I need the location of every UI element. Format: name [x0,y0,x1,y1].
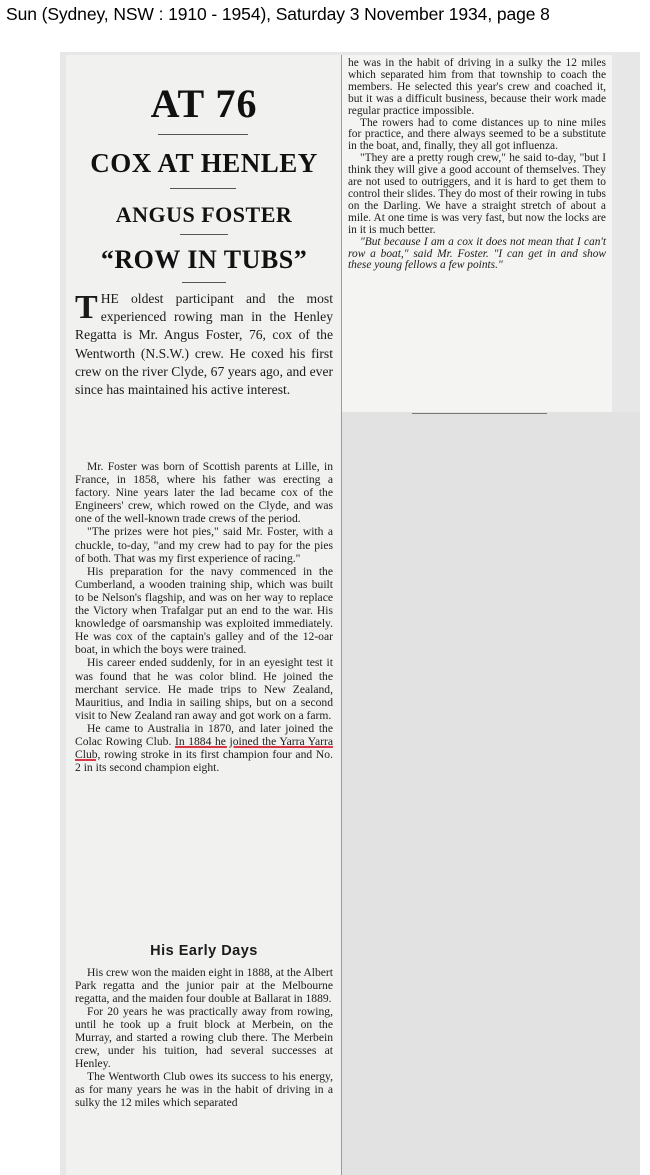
paragraph: he was in the habit of driving in a sulky the 12 miles which separated him from that township to coach the members. He selected this year's crew and coached it, but it was a difficult business, because their work made regular practice impossible. [348,57,606,117]
headline-name: ANGUS FOSTER [115,202,293,227]
paragraph [75,722,333,774]
paragraph: The rowers had to come distances up to nine miles for practice, and there always seemed to be a substitute in the boat, and, finally, they all got influenza. [348,116,606,153]
paragraph: His preparation for the navy commenced in the Cumberland, a wooden training ship, which was built to be Nelson's flagship, and was on her way to replace the Victory when Trafalgar put an end to the war. His knowledge of oarsmanship was exploited immediately. He was cox of the captain's galley and of the 12-oar boat, in which the boys were trained. [75,564,333,657]
paragraph: For 20 years he was practically away from rowing, until he took up a fruit block at Merbein, on the Murray, and started a rowing club there. The Merbein crew, under his tuition, had several successes at Henley. [75,1005,333,1070]
article-body-part-1 [75,460,333,774]
article-body-part-2 [75,966,333,1109]
paragraph: "The prizes were hot pies," said Mr. Foster, with a chuckle, to-day, "and my crew had to pay for the pies of both. That was my first experience of racing." [75,525,333,565]
section-subheading: His Early Days [150,943,258,959]
paragraph: "But because I am a cox it does not mean that I can't row a boat," said Mr. Foster. "I can get in and show these young fellows a few points." [348,235,606,272]
lead-paragraph [75,290,333,399]
clipping-shadow-area [340,412,640,1175]
paragraph: His crew won the maiden eight in 1888, at the Albert Park regatta and the junior pair at the Melbourne regatta, and the maiden four double at Ballarat in 1889. [75,966,333,1005]
paragraph-text: He came to Australia in 1870, and later joined the Colac Rowing Club. [75,721,333,748]
paragraph-text: rowing stroke in its first champion four and No. 2 in its second champion eight. [75,748,333,775]
paragraph: "They are a pretty rough crew," he said to-day, "but I think they will give a good account of themselves. They are not used to outriggers, and it is hard to get them to control their slides. They do most of their rowing in tubs on the Darling. We have a straight stretch of about a mile. At one time is was very fast, but now the locks are in it is much better. [348,152,606,236]
drop-cap: T [75,289,98,326]
article-end-rule [412,413,547,414]
highlighted-text: In 1884 he joined the Yarra Yarra Club, [75,734,333,762]
paragraph: His career ended suddenly, for in an eyesight test it was found that he was color blind. He joined the merchant service. He made trips to New Zealand, Mauritius, and India in sailing ships, but on a second visit to New Zealand ran away and got work on a farm. [75,656,333,722]
headline-secondary: COX AT HENLEY [90,148,318,178]
headline-quote: “ROW IN TUBS” [100,245,308,274]
lead-text: HE oldest participant and the most experienced rowing man in the Henley Regatta is Mr. Angus Foster, 76, cox of the Wentworth (N.S.W.) crew. He coxed his first crew on the river Clyde, 67 years ago, and ever since has maintained his active interest. [75,291,333,398]
source-citation: Sun (Sydney, NSW : 1910 - 1954), Saturday 3 November 1934, page 8 [6,4,550,24]
paragraph: The Wentworth Club owes its success to his energy, as for many years he was in the habit of driving in a sulky the 12 miles which separated [75,1070,333,1109]
headline-rule [170,188,236,189]
headline-main: AT 76 [150,81,258,126]
headline-rule [180,234,228,235]
paragraph: Mr. Foster was born of Scottish parents at Lille, in France, in 1858, where his father was erecting a factory. Nine years later the lad became cox of the Engineers' crew, which rowed on the Clyde, and was one of the well-known trade crews of the period. [75,460,333,526]
article-body-continued [348,58,606,272]
headline-rule [158,134,248,135]
headline-rule [182,282,226,283]
